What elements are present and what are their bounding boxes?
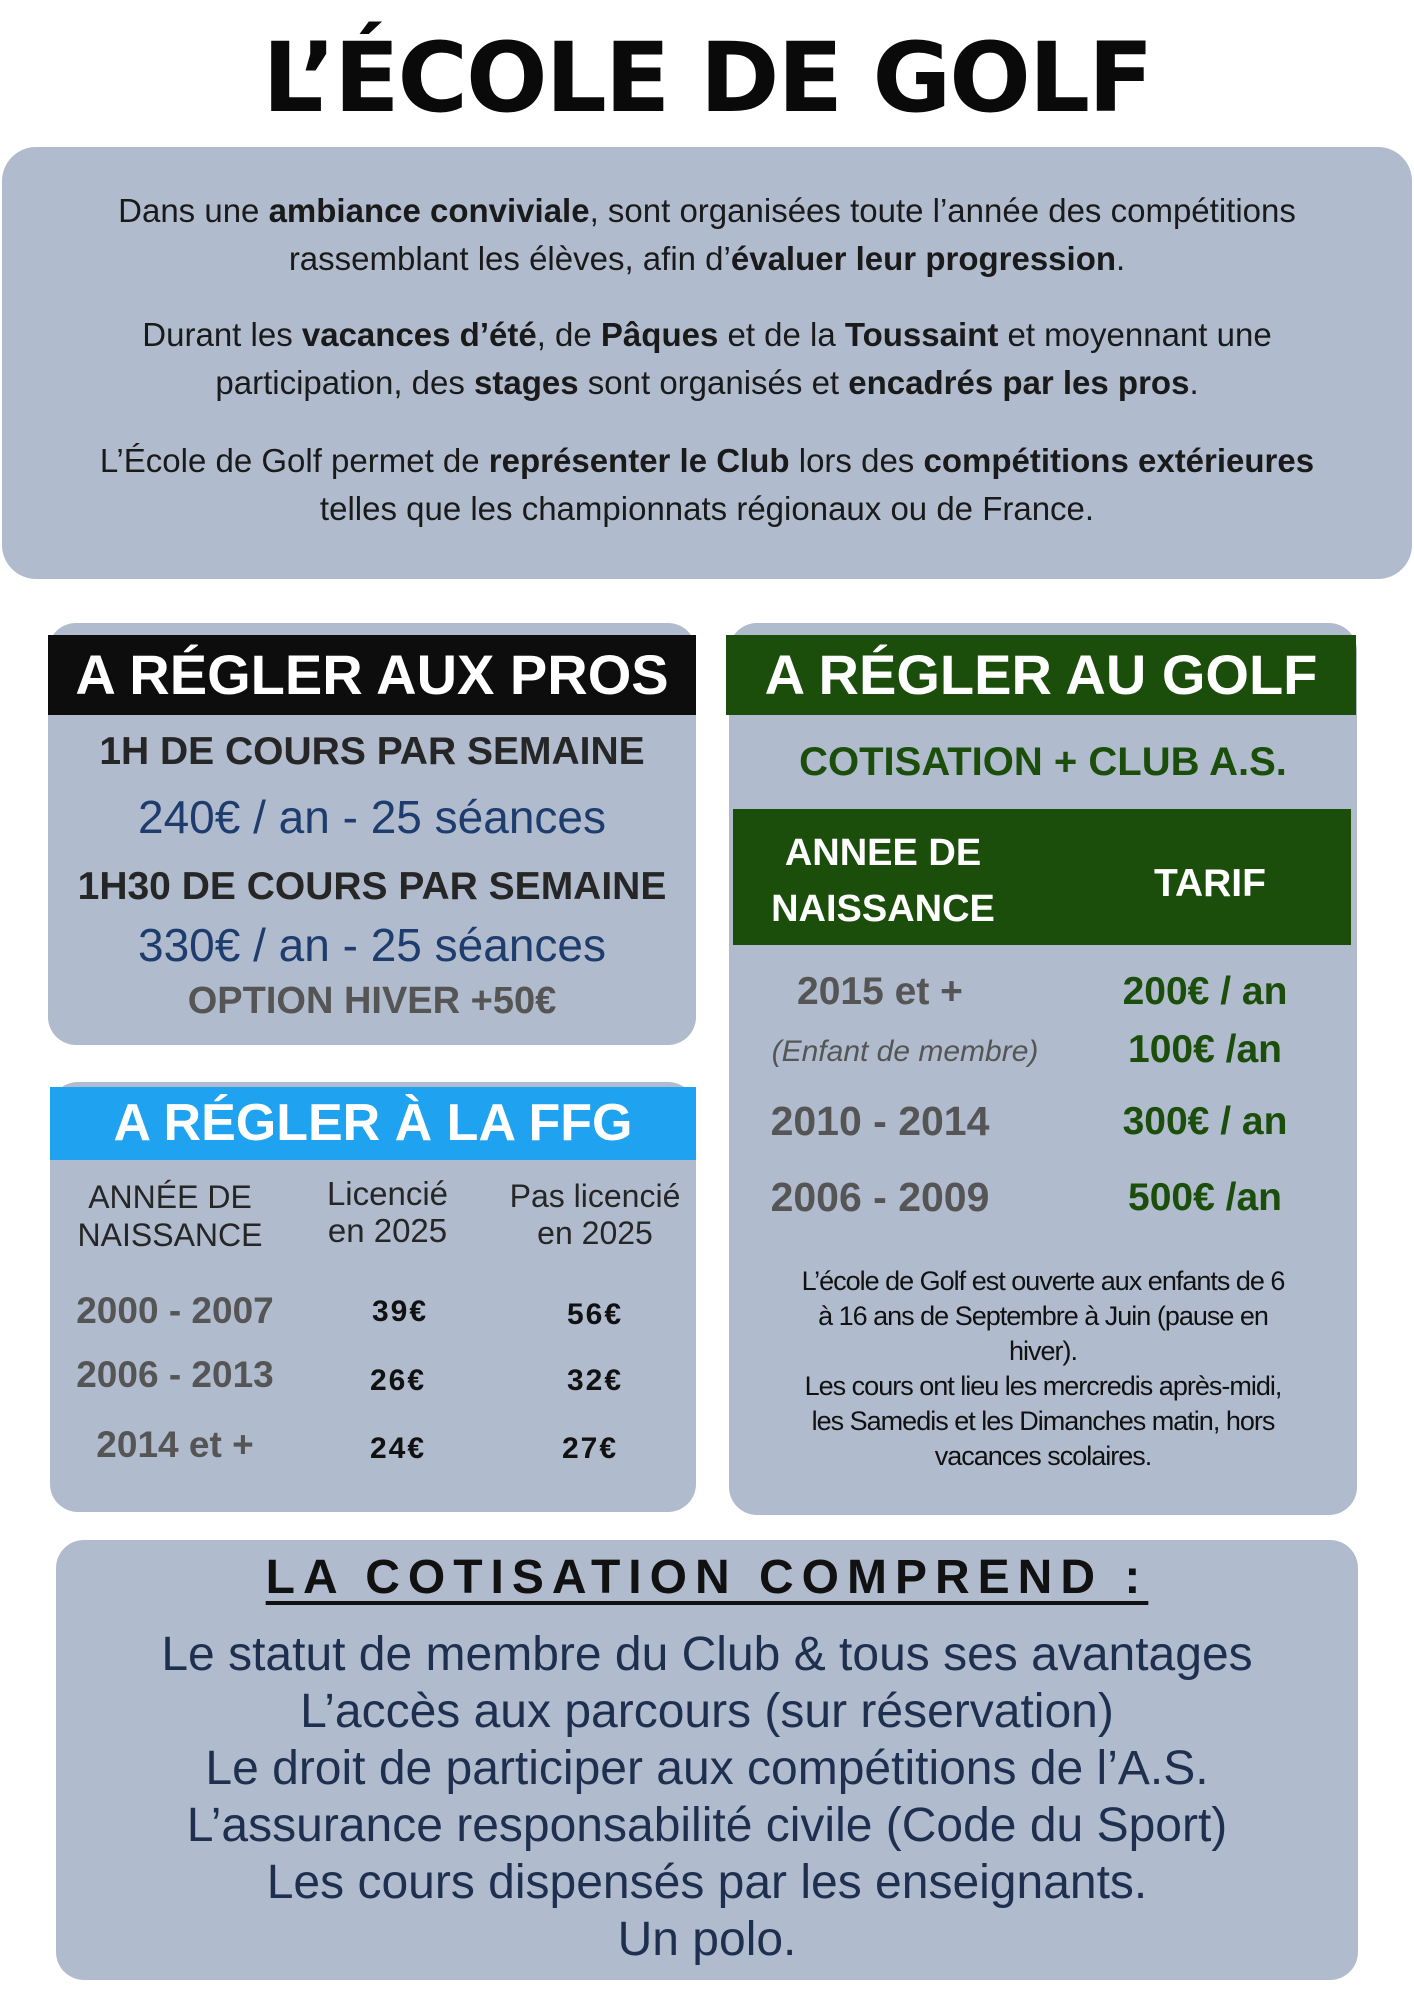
text: en 2025	[537, 1215, 653, 1251]
ffg-row-non-licencie: 56€	[566, 1298, 624, 1331]
pros-course1-label: 1H DE COURS PAR SEMAINE	[99, 730, 645, 773]
pros-header: A RÉGLER AUX PROS	[48, 635, 696, 715]
page-title: L’ÉCOLE DE GOLF	[262, 22, 1152, 134]
cotisation-item: L’assurance responsabilité civile (Code du Sport)	[186, 1799, 1228, 1852]
cotisation-item: L’accès aux parcours (sur réservation)	[300, 1685, 1114, 1738]
text: ANNEE DE	[784, 832, 982, 874]
ffg-row-licencie: 39€	[371, 1295, 429, 1328]
bold-text: encadrés par les pros	[848, 364, 1190, 401]
ffg-col-licencie	[300, 1175, 475, 1249]
golf-header: A RÉGLER AU GOLF	[726, 635, 1356, 715]
pros-option: OPTION HIVER +50€	[187, 980, 557, 1022]
bold-text: évaluer leur progression	[730, 240, 1117, 277]
bold-text: Toussaint	[844, 316, 999, 353]
cotisation-header-wrap	[56, 1550, 1358, 1605]
text: à 16 ans de Septembre à Juin (pause en	[818, 1301, 1268, 1331]
text: NAISSANCE	[77, 1217, 263, 1253]
bold-text: vacances d’été	[301, 316, 537, 353]
text: et moyennant une	[998, 316, 1272, 353]
bold-text: ambiance conviviale	[268, 192, 590, 229]
bold-text: Pâques	[600, 316, 719, 353]
ffg-header: A RÉGLER À LA FFG	[50, 1087, 696, 1160]
golf-th-tarif: TARIF	[1154, 862, 1266, 905]
ffg-row-non-licencie: 27€	[561, 1432, 619, 1465]
bold-text: stages	[474, 364, 579, 401]
ffg-col-non-licencie	[490, 1178, 700, 1252]
ffg-row-non-licencie: 32€	[566, 1364, 624, 1397]
text: Dans une	[118, 192, 269, 229]
cotisation-item: Le droit de participer aux compétitions de l’A.S.	[205, 1742, 1209, 1795]
golf-row-year: 2010 - 2014	[770, 1098, 990, 1144]
text: sont organisés et	[578, 364, 849, 401]
text: en 2025	[327, 1212, 448, 1249]
text: .	[1116, 240, 1126, 277]
text: L’école de Golf est ouverte aux enfants de 6	[801, 1266, 1285, 1296]
golf-row-price-member: 100€ /an	[1128, 1028, 1282, 1071]
golf-note	[735, 1264, 1351, 1474]
text: Pas licencié	[509, 1178, 681, 1214]
pros-course2-label: 1H30 DE COURS PAR SEMAINE	[77, 865, 667, 908]
ffg-col-year	[60, 1178, 280, 1254]
cotisation-item: Les cours dispensés par les enseignants.	[266, 1856, 1148, 1909]
text: les Samedis et les Dimanches matin, hors	[811, 1406, 1275, 1436]
golf-row-year: 2006 - 2009	[770, 1174, 990, 1220]
golf-row-year: 2015 et +	[797, 970, 963, 1013]
text: NAISSANCE	[771, 888, 995, 930]
text: , de	[536, 316, 601, 353]
golf-row-price: 200€ / an	[1122, 970, 1288, 1013]
ffg-row-year: 2000 - 2007	[76, 1290, 274, 1331]
golf-th-year	[743, 825, 1023, 937]
text: Les cours ont lieu les mercredis après-midi,	[804, 1371, 1282, 1401]
bold-text: compétitions extérieures	[923, 442, 1315, 479]
text: participation, des	[215, 364, 475, 401]
golf-row-year-member: (Enfant de membre)	[771, 1035, 1039, 1068]
text: ANNÉE DE	[88, 1179, 252, 1215]
text: lors des	[789, 442, 924, 479]
ffg-row-year: 2006 - 2013	[76, 1354, 274, 1395]
text: et de la	[718, 316, 845, 353]
cotisation-item: Le statut de membre du Club & tous ses avantages	[161, 1628, 1253, 1681]
intro-paragraph-1	[42, 187, 1372, 283]
intro-paragraph-2	[42, 311, 1372, 407]
text: L’École de Golf permet de	[99, 442, 489, 479]
golf-row-price: 500€ /an	[1128, 1176, 1282, 1219]
text: Licencié	[326, 1175, 449, 1212]
text: telles que les championnats régionaux ou de France.	[319, 490, 1095, 527]
text: Durant les	[142, 316, 302, 353]
pros-course2-price: 330€ / an - 25 séances	[138, 919, 606, 971]
text: , sont organisées toute l’année des compétitions	[589, 192, 1296, 229]
ffg-row-licencie: 26€	[369, 1364, 427, 1397]
pros-course1-price: 240€ / an - 25 séances	[138, 791, 606, 843]
cotisation-item: Un polo.	[617, 1913, 797, 1966]
intro-panel	[2, 147, 1412, 579]
bold-text: représenter le Club	[488, 442, 790, 479]
ffg-row-year: 2014 et +	[96, 1424, 254, 1465]
golf-row-price: 300€ / an	[1122, 1100, 1288, 1143]
text: vacances scolaires.	[934, 1441, 1152, 1471]
intro-paragraph-3	[42, 437, 1372, 533]
cotisation-header: LA COTISATION COMPREND :	[265, 1551, 1149, 1604]
text: .	[1189, 364, 1199, 401]
golf-subheader: COTISATION + CLUB A.S.	[799, 740, 1287, 784]
ffg-row-licencie: 24€	[369, 1432, 427, 1465]
text: hiver).	[1008, 1336, 1077, 1366]
text: rassemblant les élèves, afin d’	[288, 240, 731, 277]
cotisation-list	[56, 1626, 1358, 1968]
